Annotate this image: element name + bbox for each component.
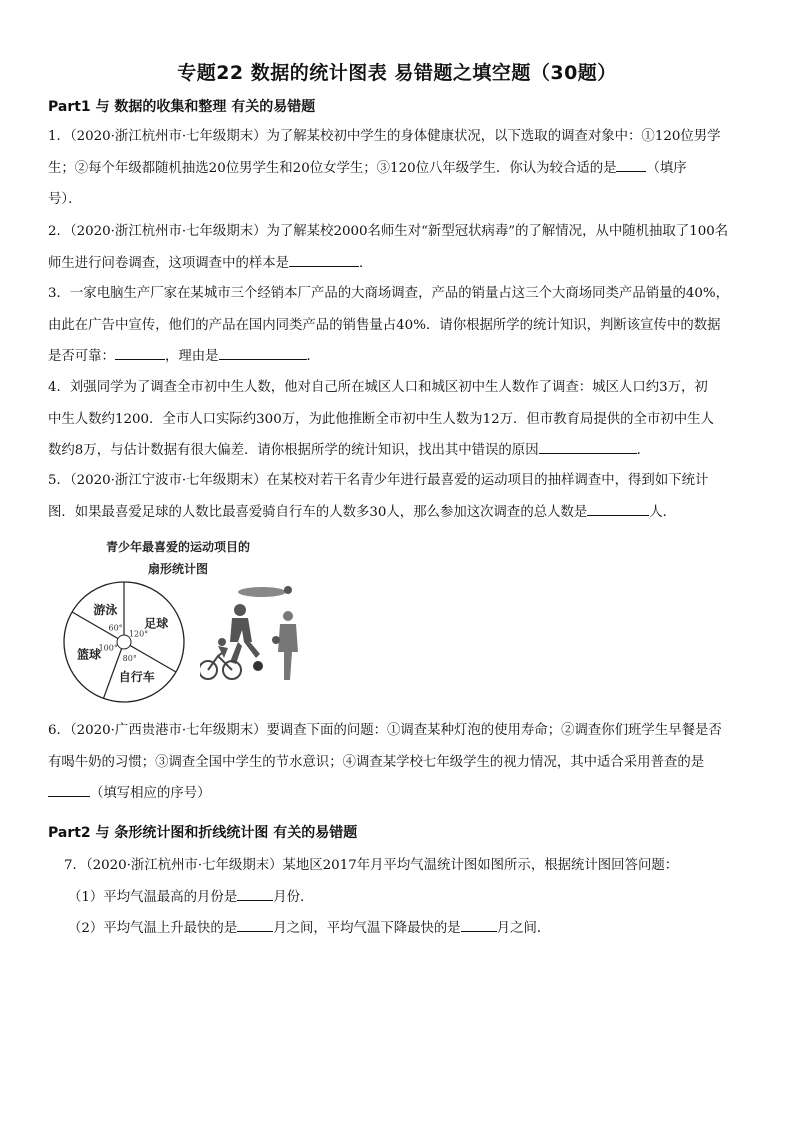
pie-slice-label: 自行车: [118, 669, 155, 684]
question-3-line-1: 3．一家电脑生产厂家在某城市三个经销本厂产品的大商场调查，产品的销量占这三个大商场同类产品销量的40%，: [48, 286, 730, 301]
pie-slice-label: 足球: [144, 616, 169, 631]
pie-center-marker: [117, 635, 131, 649]
answer-blank: [237, 886, 273, 901]
pie-chart: [58, 576, 208, 716]
question-5-line-2: 图．如果最喜爱足球的人数比最喜爱骑自行车的人数多30人，那么参加这次调查的总人数是 人．: [48, 497, 752, 529]
question-1: [48, 121, 752, 216]
question-6: [48, 715, 752, 810]
question-3: [48, 278, 752, 373]
question-1-line-2: 生；②每个年级都随机抽选20位男学生和20位女学生；③120位八年级学生．你认为较合适的是 （填序: [48, 153, 752, 185]
answer-blank: [461, 917, 497, 932]
question-2: [48, 216, 752, 279]
sports-silhouettes-icon: [200, 580, 310, 690]
question-6-line-3: （填写相应的序号）: [48, 778, 752, 810]
pie-angle-label: 60°: [108, 623, 123, 633]
question-7-sub-1: （1）平均气温最高的月份是 月份．: [64, 882, 754, 914]
question-2-line-2: 师生进行问卷调查，这项调查中的样本是 ．: [48, 248, 752, 280]
question-5-line-1: 5．（2020·浙江宁波市·七年级期末）在某校对若干名青少年进行最喜爱的运动项目的抽样调查中，得到如下统计: [48, 473, 709, 488]
pie-angle-label: 100°: [98, 643, 118, 653]
answer-blank: [48, 782, 90, 797]
answer-blank: [237, 917, 273, 932]
question-7-sub-2: （2）平均气温上升最快的是 月之间，平均气温下降最快的是 月之间．: [64, 913, 754, 945]
question-4-line-3: 数约8万，与估计数据有很大偏差．请你根据所学的统计知识，找出其中错误的原因 ．: [48, 435, 752, 467]
page-title: 专题22 数据的统计图表 易错题之填空题（30题）: [177, 62, 617, 84]
pie-angle-label: 80°: [122, 653, 137, 663]
chart-title-line-2: 扇形统计图: [147, 562, 208, 576]
question-5: [48, 465, 752, 528]
question-3-line-2: 由此在广告中宣传，他们的产品在国内同类产品的销售量占40%．请你根据所学的统计知识，判断该宣传中的数据: [48, 317, 721, 333]
answer-blank: [616, 157, 646, 172]
pie-angle-label: 120°: [128, 629, 149, 639]
part1-heading: Part1 与 数据的收集和整理 有关的易错题: [48, 99, 316, 115]
answer-blank: [539, 439, 637, 454]
question-4-line-2: 中生人数约1200．全市人口实际约300万，为此他推断全市初中生人数为12万．但市教育局提供的全市初中生人: [48, 411, 714, 427]
question-7-line-1: 7．（2020·浙江杭州市·七年级期末）某地区2017年月平均气温统计图如图所示，根据统计图回答问题：: [64, 858, 679, 873]
question-4-line-1: 4．刘强同学为了调查全市初中生人数，他对自己所在城区人口和城区初中生人数作了调查：城区人口约3万，初: [48, 380, 708, 395]
question-4: [48, 372, 752, 467]
question-1-line-1: 1．（2020·浙江杭州市·七年级期末）为了解某校初中学生的身体健康状况，以下选取的调查对象中：①120位男学: [48, 129, 721, 144]
answer-blank: [289, 252, 359, 267]
answer-blank: [587, 501, 649, 516]
question-6-line-2: 有喝牛奶的习惯；③调查全国中学生的节水意识；④调查某学校七年级学生的视力情况，其中适合采用普查的是: [48, 754, 705, 770]
pie-slice-label: 游泳: [93, 602, 118, 617]
answer-blank: [115, 345, 165, 360]
pie-slice-label: 篮球: [77, 647, 102, 662]
part2-heading: Part2 与 条形统计图和折线统计图 有关的易错题: [48, 825, 358, 841]
question-2-line-1: 2．（2020·浙江杭州市·七年级期末）为了解某校2000名师生对“新型冠状病毒”的了解情况，从中随机抽取了100名: [48, 224, 729, 239]
question-3-line-3: 是否可靠： ，理由是 ．: [48, 341, 752, 373]
question-1-line-3: 号）．: [48, 192, 82, 207]
question-7: [64, 850, 754, 945]
question-6-line-1: 6．（2020·广西贵港市·七年级期末）要调查下面的问题：①调查某种灯泡的使用寿命；②调查你们班学生早餐是否: [48, 723, 722, 738]
answer-blank: [219, 345, 307, 360]
chart-title-line-1: 青少年最喜爱的运动项目的: [105, 540, 250, 554]
